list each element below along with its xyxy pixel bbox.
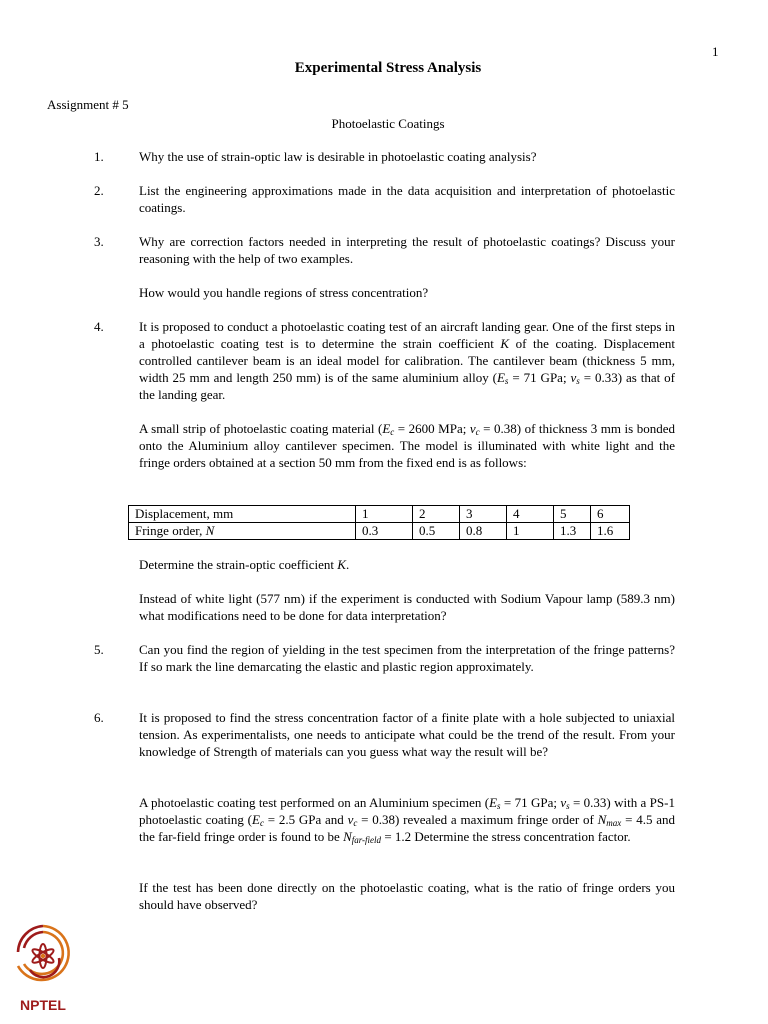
question-number-5: 5. — [94, 642, 104, 657]
nptel-logo-emblem — [10, 918, 76, 1014]
question-3-follow-up: How would you handle regions of stress concentration? — [139, 285, 429, 300]
question-number-2: 2. — [94, 183, 104, 198]
nptel-logo-label: NPTEL — [20, 997, 66, 1013]
table-row-displacement — [129, 506, 630, 523]
question-number-4: 4. — [94, 319, 104, 334]
table-cell: 1 — [356, 506, 413, 523]
question-1-text: Why the use of strain-optic law is desirable in photoelastic coating analysis? — [139, 149, 537, 164]
table-cell: 2 — [413, 506, 460, 523]
table-cell-label: Displacement, mm — [129, 506, 356, 523]
question-5-text: Can you find the region of yielding in the test specimen from the interpretation of the fringe patterns? If so mark the line demarcating the elastic and plastic region approximately. — [139, 642, 675, 674]
page-title: Experimental Stress Analysis — [294, 60, 482, 76]
question-number-3: 3. — [94, 234, 104, 249]
page-number: 1 — [712, 44, 719, 59]
question-4-paragraph-1: It is proposed to conduct a photoelastic coating test of an aircraft landing gear. One of the first steps in a photoelastic coating test is to determine the strain coefficient K of the coating. Displacement controlled cantilever beam is an ideal model for calibration. The cantilever beam (thickness 5 mm, width 25 mm and length 250 mm) is of the same aluminium alloy ($E_s = 71$ GPa; $\nu_s = 0.33$) as that of the landing gear. — [139, 319, 676, 402]
question-number-1: 1. — [94, 149, 104, 164]
question-4-paragraph-4: Instead of white light (577 nm) if the experiment is conducted with Sodium Vapour lamp (589.3 nm) what modifications need to be done for data interpretation? — [139, 591, 675, 623]
question-4-paragraph-2: A small strip of photoelastic coating material ($E_c = 2600$ MPa; $\nu_c = 0.38$) of thickness 3 mm is bonded onto the Aluminium alloy cantilever specimen. The model is illuminated with white light and the fringe orders obtained at a section 50 mm from the fixed end is as follows: — [139, 421, 675, 470]
table-cell: 1 — [507, 523, 554, 540]
table-cell: 6 — [591, 506, 630, 523]
table-cell: 1.3 — [554, 523, 591, 540]
table-cell: 0.5 — [413, 523, 460, 540]
table-cell: 0.3 — [356, 523, 413, 540]
question-number-6: 6. — [94, 710, 104, 725]
question-6-paragraph-3: If the test has been done directly on the photoelastic coating, what is the ratio of fringe orders you should have observed? — [139, 880, 675, 912]
question-2-text: List the engineering approximations made in the data acquisition and interpretation of photoelastic coatings. — [139, 183, 675, 215]
section-subtitle: Photoelastic Coatings — [331, 116, 445, 131]
table-cell: 5 — [554, 506, 591, 523]
question-3-text: Why are correction factors needed in interpreting the result of photoelastic coatings? Discuss your reasoning with the help of two examples. — [139, 234, 675, 266]
question-6-paragraph-1: It is proposed to find the stress concentration factor of a finite plate with a hole subjected to uniaxial tension. As experimentalists, one needs to anticipate what could be the trend of the result. From your knowledge of Strength of materials can you guess what way the result will be? — [139, 710, 675, 759]
nptel-logo — [10, 918, 76, 1014]
fringe-order-table — [128, 505, 630, 540]
table-cell-label: Fringe order, N — [129, 523, 356, 540]
question-4-paragraph-3: Determine the strain-optic coefficient K. — [139, 557, 350, 572]
question-6-paragraph-2: A photoelastic coating test performed on an Aluminium specimen ($E_s = 71$ GPa; $\nu_s = 0.33$) with a PS-1 photoelastic coating ($E_c = 2.5$ GPa and $\nu_c = 0.38$) revealed a maximum fringe order of $N_{max} = 4.5$ and the far-field fringe order is found to be $N_{far-field} = 1.2$ Determine the stress concentration factor. — [139, 795, 675, 845]
table-cell: 3 — [460, 506, 507, 523]
table-cell: 1.6 — [591, 523, 630, 540]
table-cell: 4 — [507, 506, 554, 523]
assignment-label: Assignment # 5 — [47, 97, 129, 112]
table-row-fringe-order — [129, 523, 630, 540]
table-cell: 0.8 — [460, 523, 507, 540]
